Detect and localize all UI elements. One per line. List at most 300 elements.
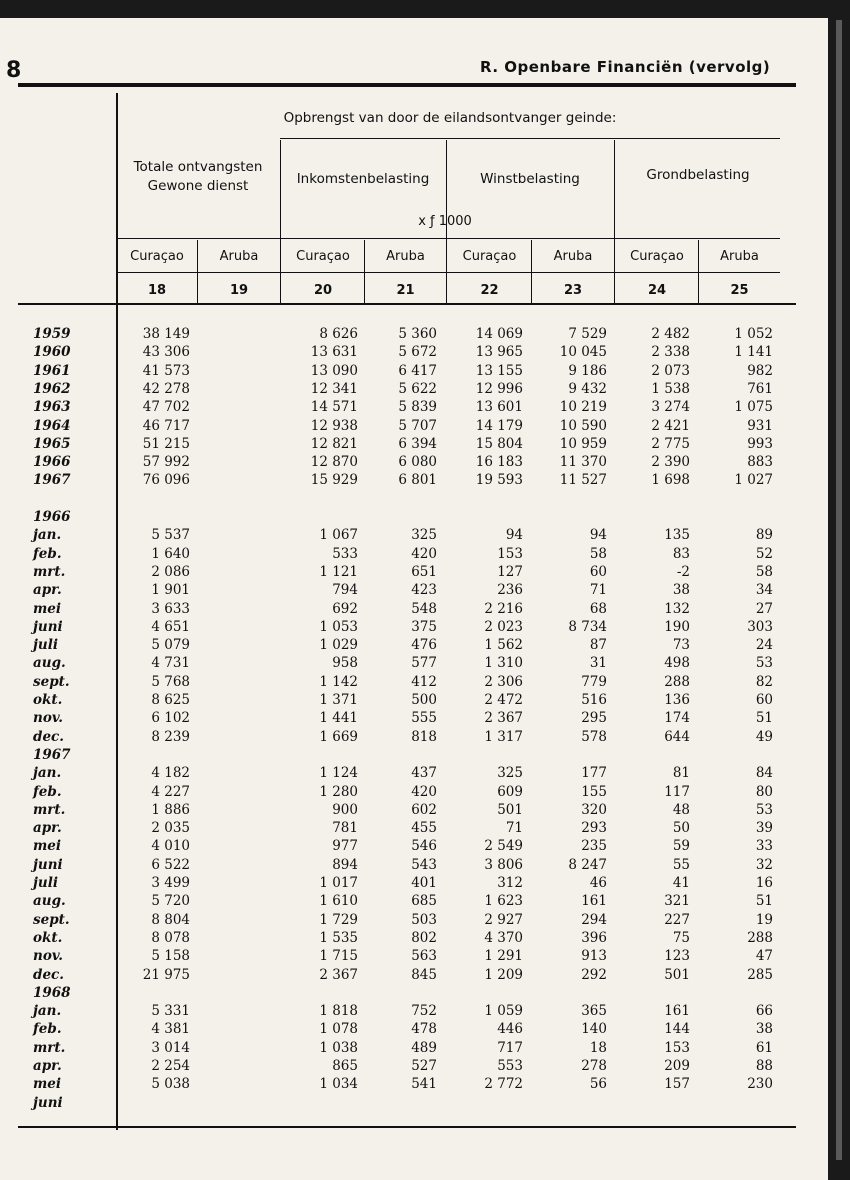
table-cell: 80 bbox=[755, 783, 773, 800]
table-cell: 288 bbox=[664, 673, 690, 690]
table-cell: 2 482 bbox=[651, 326, 690, 342]
row-label: jan. bbox=[33, 1003, 62, 1020]
table-cell: 412 bbox=[411, 673, 437, 690]
table-cell: 320 bbox=[581, 801, 607, 818]
table-row bbox=[0, 1003, 828, 1021]
table-cell: 47 bbox=[755, 948, 773, 965]
table-cell: 516 bbox=[581, 692, 607, 708]
row-label: jan. bbox=[33, 765, 62, 782]
table-cell: 1 698 bbox=[651, 472, 690, 489]
row-label: nov. bbox=[33, 710, 64, 727]
colnum-rule-top bbox=[116, 272, 780, 273]
table-cell: 87 bbox=[589, 637, 607, 654]
table-cell: 865 bbox=[332, 1058, 358, 1074]
table-cell: 60 bbox=[755, 692, 773, 708]
row-label: apr. bbox=[33, 1058, 62, 1074]
table-row bbox=[0, 601, 828, 619]
table-cell: 16 183 bbox=[475, 454, 523, 471]
table-cell: 43 306 bbox=[142, 344, 190, 361]
table-cell: 1 067 bbox=[319, 527, 358, 544]
table-row bbox=[0, 582, 828, 600]
table-cell: 1 034 bbox=[319, 1076, 358, 1093]
table-cell: 94 bbox=[505, 527, 523, 544]
row-label: mei bbox=[33, 1076, 62, 1093]
table-row bbox=[0, 619, 828, 637]
table-cell: 2 472 bbox=[484, 692, 523, 708]
book-page-edge bbox=[836, 20, 842, 1160]
table-cell: 82 bbox=[755, 673, 773, 690]
table-cell: 651 bbox=[411, 563, 437, 580]
table-cell: 153 bbox=[497, 545, 523, 562]
table-cell: 10 959 bbox=[559, 435, 607, 452]
table-cell: 5 360 bbox=[398, 326, 437, 342]
table-cell: 50 bbox=[672, 820, 690, 837]
subheader: Aruba bbox=[219, 249, 259, 264]
row-label: 1968 bbox=[33, 984, 71, 1001]
table-cell: 71 bbox=[589, 582, 607, 599]
table-cell: 977 bbox=[332, 838, 358, 855]
table-cell: 602 bbox=[411, 801, 437, 818]
table-row bbox=[0, 985, 828, 1003]
table-cell: 140 bbox=[581, 1021, 607, 1038]
table-cell: 883 bbox=[747, 454, 773, 471]
table-cell: 132 bbox=[664, 600, 690, 617]
table-cell: 6 102 bbox=[151, 710, 190, 727]
table-cell: 312 bbox=[497, 875, 523, 891]
table-cell: 84 bbox=[755, 765, 773, 782]
table-cell: 127 bbox=[497, 563, 523, 580]
table-cell: 2 772 bbox=[484, 1076, 523, 1093]
table-row bbox=[0, 399, 828, 417]
group-title-rule bbox=[280, 138, 780, 139]
table-row bbox=[0, 546, 828, 564]
table-cell: 51 215 bbox=[142, 435, 190, 452]
table-cell: 1 562 bbox=[484, 637, 523, 654]
table-cell: 802 bbox=[411, 929, 437, 946]
subheader: Aruba bbox=[553, 249, 593, 264]
table-cell: 14 179 bbox=[475, 417, 523, 434]
table-cell: 27 bbox=[755, 600, 773, 617]
table-cell: 5 720 bbox=[151, 893, 190, 910]
table-cell: 49 bbox=[755, 728, 773, 745]
table-cell: 900 bbox=[332, 801, 358, 818]
column-number: 23 bbox=[563, 283, 583, 298]
table-cell: 60 bbox=[589, 563, 607, 580]
table-row bbox=[0, 381, 828, 399]
table-cell: 123 bbox=[664, 948, 690, 965]
table-row bbox=[0, 637, 828, 655]
table-cell: 9 186 bbox=[568, 362, 607, 379]
bottom-rule bbox=[18, 1126, 796, 1128]
table-cell: 190 bbox=[664, 618, 690, 635]
row-label: dec. bbox=[33, 728, 64, 745]
table-cell: 12 821 bbox=[310, 435, 358, 452]
table-cell: 321 bbox=[664, 893, 690, 910]
table-cell: 2 421 bbox=[651, 417, 690, 434]
table-row bbox=[0, 857, 828, 875]
table-cell: 14 069 bbox=[475, 326, 523, 342]
table-cell: 6 522 bbox=[151, 856, 190, 873]
group-title: Opbrengst van door de eilandsontvanger geinde: bbox=[283, 110, 617, 126]
table-cell: 1 535 bbox=[319, 929, 358, 946]
table-cell: 236 bbox=[497, 582, 523, 599]
table-cell: 24 bbox=[755, 637, 773, 654]
table-cell: 546 bbox=[411, 838, 437, 855]
table-cell: 47 702 bbox=[142, 399, 190, 416]
table-cell: 75 bbox=[672, 929, 690, 946]
row-label: mei bbox=[33, 838, 62, 855]
table-cell: 161 bbox=[581, 893, 607, 910]
table-cell: 781 bbox=[332, 820, 358, 837]
table-cell: 455 bbox=[411, 820, 437, 837]
table-cell: 396 bbox=[581, 929, 607, 946]
table-cell: 543 bbox=[411, 856, 437, 873]
table-cell: 278 bbox=[581, 1058, 607, 1074]
table-cell: 3 499 bbox=[151, 875, 190, 891]
subheader: Curaçao bbox=[296, 249, 350, 264]
table-cell: 501 bbox=[664, 966, 690, 983]
table-cell: 1 441 bbox=[319, 710, 358, 727]
table-cell: 4 227 bbox=[151, 783, 190, 800]
table-cell: 161 bbox=[664, 1003, 690, 1020]
table-cell: 48 bbox=[672, 801, 690, 818]
table-cell: 32 bbox=[755, 856, 773, 873]
table-cell: 3 633 bbox=[151, 600, 190, 617]
table-cell: 73 bbox=[672, 637, 690, 654]
table-cell: 818 bbox=[411, 728, 437, 745]
row-label: aug. bbox=[33, 893, 66, 910]
subheader: Aruba bbox=[386, 249, 425, 264]
table-row bbox=[0, 472, 828, 490]
column-number: 22 bbox=[480, 283, 499, 298]
column-number: 24 bbox=[647, 283, 667, 298]
row-label: juni bbox=[33, 1094, 63, 1111]
header-bottom-rule bbox=[18, 303, 796, 305]
table-row bbox=[0, 838, 828, 856]
table-cell: 230 bbox=[747, 1076, 773, 1093]
table-row bbox=[0, 948, 828, 966]
row-label: 1962 bbox=[33, 380, 71, 397]
table-cell: 136 bbox=[664, 692, 690, 708]
table-cell: 292 bbox=[581, 966, 607, 983]
table-cell: 71 bbox=[505, 820, 523, 837]
table-cell: 476 bbox=[411, 637, 437, 654]
table-cell: 177 bbox=[581, 765, 607, 782]
table-cell: 94 bbox=[589, 527, 607, 544]
table-cell: 15 804 bbox=[475, 435, 523, 452]
table-cell: 303 bbox=[747, 618, 773, 635]
table-cell: 2 367 bbox=[484, 710, 523, 727]
table-cell: 13 155 bbox=[475, 362, 523, 379]
row-label: feb. bbox=[33, 1021, 62, 1038]
table-cell: 18 bbox=[589, 1039, 607, 1056]
scan-top-border bbox=[0, 0, 828, 18]
table-cell: 478 bbox=[411, 1021, 437, 1038]
table-cell: 39 bbox=[755, 820, 773, 837]
row-label: juni bbox=[33, 618, 63, 635]
table-row bbox=[0, 344, 828, 362]
table-cell: 1 640 bbox=[151, 545, 190, 562]
table-cell: 779 bbox=[581, 673, 607, 690]
table-cell: 59 bbox=[672, 838, 690, 855]
table-row bbox=[0, 692, 828, 710]
table-row bbox=[0, 491, 828, 509]
table-cell: 12 938 bbox=[310, 417, 358, 434]
table-cell: 16 bbox=[755, 875, 773, 891]
table-row bbox=[0, 875, 828, 893]
table-cell: 982 bbox=[747, 362, 773, 379]
table-cell: 135 bbox=[664, 527, 690, 544]
table-row bbox=[0, 930, 828, 948]
table-cell: 503 bbox=[411, 911, 437, 928]
table-cell: 1 029 bbox=[319, 637, 358, 654]
table-cell: 294 bbox=[581, 911, 607, 928]
row-label: jan. bbox=[33, 527, 62, 544]
table-cell: 1 317 bbox=[484, 728, 523, 745]
table-row bbox=[0, 436, 828, 454]
table-cell: 1 017 bbox=[319, 875, 358, 891]
table-cell: 2 073 bbox=[651, 362, 690, 379]
table-cell: 8 734 bbox=[568, 618, 607, 635]
table-cell: 235 bbox=[581, 838, 607, 855]
table-cell: 420 bbox=[411, 783, 437, 800]
table-cell: 66 bbox=[755, 1003, 773, 1020]
table-cell: 2 306 bbox=[484, 673, 523, 690]
row-label: 1964 bbox=[33, 417, 71, 434]
table-cell: 365 bbox=[581, 1003, 607, 1020]
table-cell: 13 090 bbox=[310, 362, 358, 379]
table-row bbox=[0, 326, 828, 344]
table-cell: 1 059 bbox=[484, 1003, 523, 1020]
row-label: apr. bbox=[33, 582, 62, 599]
table-row bbox=[0, 967, 828, 985]
table-cell: 2 390 bbox=[651, 454, 690, 471]
running-title: R. Openbare Financiën (vervolg) bbox=[480, 58, 771, 76]
table-cell: 2 367 bbox=[319, 966, 358, 983]
table-cell: 53 bbox=[755, 655, 773, 672]
table-cell: 500 bbox=[411, 692, 437, 708]
table-cell: -2 bbox=[676, 563, 690, 580]
table-cell: 293 bbox=[581, 820, 607, 837]
row-label: juli bbox=[33, 875, 58, 891]
row-label: 1961 bbox=[33, 362, 71, 379]
table-cell: 51 bbox=[755, 893, 773, 910]
row-label: mrt. bbox=[33, 1039, 66, 1056]
table-cell: 563 bbox=[411, 948, 437, 965]
table-cell: 117 bbox=[664, 783, 690, 800]
row-label: 1967 bbox=[33, 472, 71, 489]
table-cell: 8 078 bbox=[151, 929, 190, 946]
table-cell: 4 381 bbox=[151, 1021, 190, 1038]
table-cell: 227 bbox=[664, 911, 690, 928]
column-number: 18 bbox=[147, 283, 167, 298]
table-row bbox=[0, 655, 828, 673]
table-cell: 1 124 bbox=[319, 765, 358, 782]
table-cell: 498 bbox=[664, 655, 690, 672]
row-label: apr. bbox=[33, 820, 62, 837]
table-cell: 5 038 bbox=[151, 1076, 190, 1093]
row-label: okt. bbox=[33, 929, 63, 946]
unit-label: x ƒ 1000 bbox=[418, 214, 472, 229]
table-cell: 423 bbox=[411, 582, 437, 599]
table-cell: 5 331 bbox=[151, 1003, 190, 1020]
table-cell: 68 bbox=[589, 600, 607, 617]
table-row bbox=[0, 1076, 828, 1094]
table-cell: 609 bbox=[497, 783, 523, 800]
row-label: 1959 bbox=[33, 326, 71, 342]
table-cell: 5 839 bbox=[398, 399, 437, 416]
table-row bbox=[0, 363, 828, 381]
table-cell: 1 142 bbox=[319, 673, 358, 690]
subheader: Curaçao bbox=[130, 249, 184, 264]
table-cell: 3 806 bbox=[484, 856, 523, 873]
table-cell: 2 254 bbox=[151, 1058, 190, 1074]
table-cell: 41 bbox=[672, 875, 690, 891]
table-cell: 1 310 bbox=[484, 655, 523, 672]
row-label: nov. bbox=[33, 948, 64, 965]
table-row bbox=[0, 729, 828, 747]
table-cell: 1 818 bbox=[319, 1003, 358, 1020]
table-cell: 2 086 bbox=[151, 563, 190, 580]
table-cell: 55 bbox=[672, 856, 690, 873]
table-cell: 89 bbox=[755, 527, 773, 544]
table-cell: 8 625 bbox=[151, 692, 190, 708]
table-row bbox=[0, 454, 828, 472]
table-cell: 533 bbox=[332, 545, 358, 562]
row-label: mrt. bbox=[33, 801, 66, 818]
table-cell: 1 291 bbox=[484, 948, 523, 965]
table-cell: 11 527 bbox=[559, 472, 607, 489]
table-cell: 1 027 bbox=[734, 472, 773, 489]
row-label: dec. bbox=[33, 966, 64, 983]
table-cell: 2 035 bbox=[151, 820, 190, 837]
table-cell: 578 bbox=[581, 728, 607, 745]
row-label: feb. bbox=[33, 545, 62, 562]
row-label: 1963 bbox=[33, 399, 71, 416]
table-cell: 19 bbox=[755, 911, 773, 928]
table-cell: 19 593 bbox=[475, 472, 523, 489]
table-cell: 1 078 bbox=[319, 1021, 358, 1038]
table-row bbox=[0, 564, 828, 582]
table-row bbox=[0, 912, 828, 930]
table-cell: 10 219 bbox=[559, 399, 607, 416]
table-cell: 1 209 bbox=[484, 966, 523, 983]
table-cell: 1 610 bbox=[319, 893, 358, 910]
table-cell: 38 bbox=[755, 1021, 773, 1038]
table-cell: 10 045 bbox=[559, 344, 607, 361]
table-cell: 5 079 bbox=[151, 637, 190, 654]
table-cell: 4 731 bbox=[151, 655, 190, 672]
table-cell: 12 996 bbox=[475, 380, 523, 397]
table-cell: 8 247 bbox=[568, 856, 607, 873]
row-label: 1967 bbox=[33, 746, 71, 763]
table-cell: 894 bbox=[332, 856, 358, 873]
table-cell: 6 394 bbox=[398, 435, 437, 452]
row-label: 1965 bbox=[33, 435, 71, 452]
table-cell: 144 bbox=[664, 1021, 690, 1038]
header-vsep bbox=[614, 140, 615, 303]
table-cell: 1 038 bbox=[319, 1039, 358, 1056]
subheader: Curaçao bbox=[630, 249, 684, 264]
table-cell: 577 bbox=[411, 655, 437, 672]
row-label: mei bbox=[33, 600, 62, 617]
row-label: 1966 bbox=[33, 509, 71, 525]
table-cell: 10 590 bbox=[559, 417, 607, 434]
table-cell: 1 141 bbox=[734, 344, 773, 361]
table-cell: 325 bbox=[497, 765, 523, 782]
table-cell: 420 bbox=[411, 545, 437, 562]
table-cell: 2 216 bbox=[484, 600, 523, 617]
table-cell: 6 417 bbox=[398, 362, 437, 379]
table-cell: 4 370 bbox=[484, 929, 523, 946]
table-row bbox=[0, 527, 828, 545]
table-cell: 553 bbox=[497, 1058, 523, 1074]
table-cell: 209 bbox=[664, 1058, 690, 1074]
table-cell: 38 bbox=[672, 582, 690, 599]
table-cell: 1 052 bbox=[734, 326, 773, 342]
row-label: feb. bbox=[33, 783, 62, 800]
column-number: 21 bbox=[396, 283, 415, 298]
table-row bbox=[0, 1021, 828, 1039]
table-cell: 58 bbox=[755, 563, 773, 580]
table-cell: 1 901 bbox=[151, 582, 190, 599]
table-row bbox=[0, 710, 828, 728]
table-cell: 1 623 bbox=[484, 893, 523, 910]
table-cell: 31 bbox=[589, 655, 607, 672]
table-cell: 38 149 bbox=[142, 326, 190, 342]
table-cell: 42 278 bbox=[142, 380, 190, 397]
table-cell: 76 096 bbox=[142, 472, 190, 489]
table-cell: 541 bbox=[411, 1076, 437, 1093]
row-label: aug. bbox=[33, 655, 66, 672]
table-cell: 958 bbox=[332, 655, 358, 672]
col-group-grond: Grondbelasting bbox=[646, 167, 750, 183]
table-cell: 555 bbox=[411, 710, 437, 727]
table-cell: 1 715 bbox=[319, 948, 358, 965]
header-vsep bbox=[280, 140, 281, 303]
table-cell: 2 549 bbox=[484, 838, 523, 855]
table-cell: 5 768 bbox=[151, 673, 190, 690]
table-cell: 13 631 bbox=[310, 344, 358, 361]
table-cell: 644 bbox=[664, 728, 690, 745]
table-cell: 51 bbox=[755, 710, 773, 727]
column-number: 19 bbox=[229, 283, 249, 298]
table-row bbox=[0, 1040, 828, 1058]
table-cell: 13 601 bbox=[475, 399, 523, 416]
table-row bbox=[0, 1095, 828, 1113]
table-cell: 83 bbox=[672, 545, 690, 562]
table-cell: 153 bbox=[664, 1039, 690, 1056]
table-cell: 21 975 bbox=[142, 966, 190, 983]
table-row bbox=[0, 674, 828, 692]
table-cell: 6 080 bbox=[398, 454, 437, 471]
table-cell: 41 573 bbox=[142, 362, 190, 379]
row-label: okt. bbox=[33, 692, 63, 708]
table-cell: 57 992 bbox=[142, 454, 190, 471]
table-cell: 9 432 bbox=[568, 380, 607, 397]
table-row bbox=[0, 893, 828, 911]
subheader: Aruba bbox=[720, 249, 759, 264]
table-cell: 794 bbox=[332, 582, 358, 599]
table-cell: 3 014 bbox=[151, 1039, 190, 1056]
table-row bbox=[0, 418, 828, 436]
table-cell: 692 bbox=[332, 600, 358, 617]
table-cell: 1 729 bbox=[319, 911, 358, 928]
table-cell: 155 bbox=[581, 783, 607, 800]
table-cell: 325 bbox=[411, 527, 437, 544]
table-cell: 46 717 bbox=[142, 417, 190, 434]
col-group-winst: Winstbelasting bbox=[480, 171, 580, 187]
